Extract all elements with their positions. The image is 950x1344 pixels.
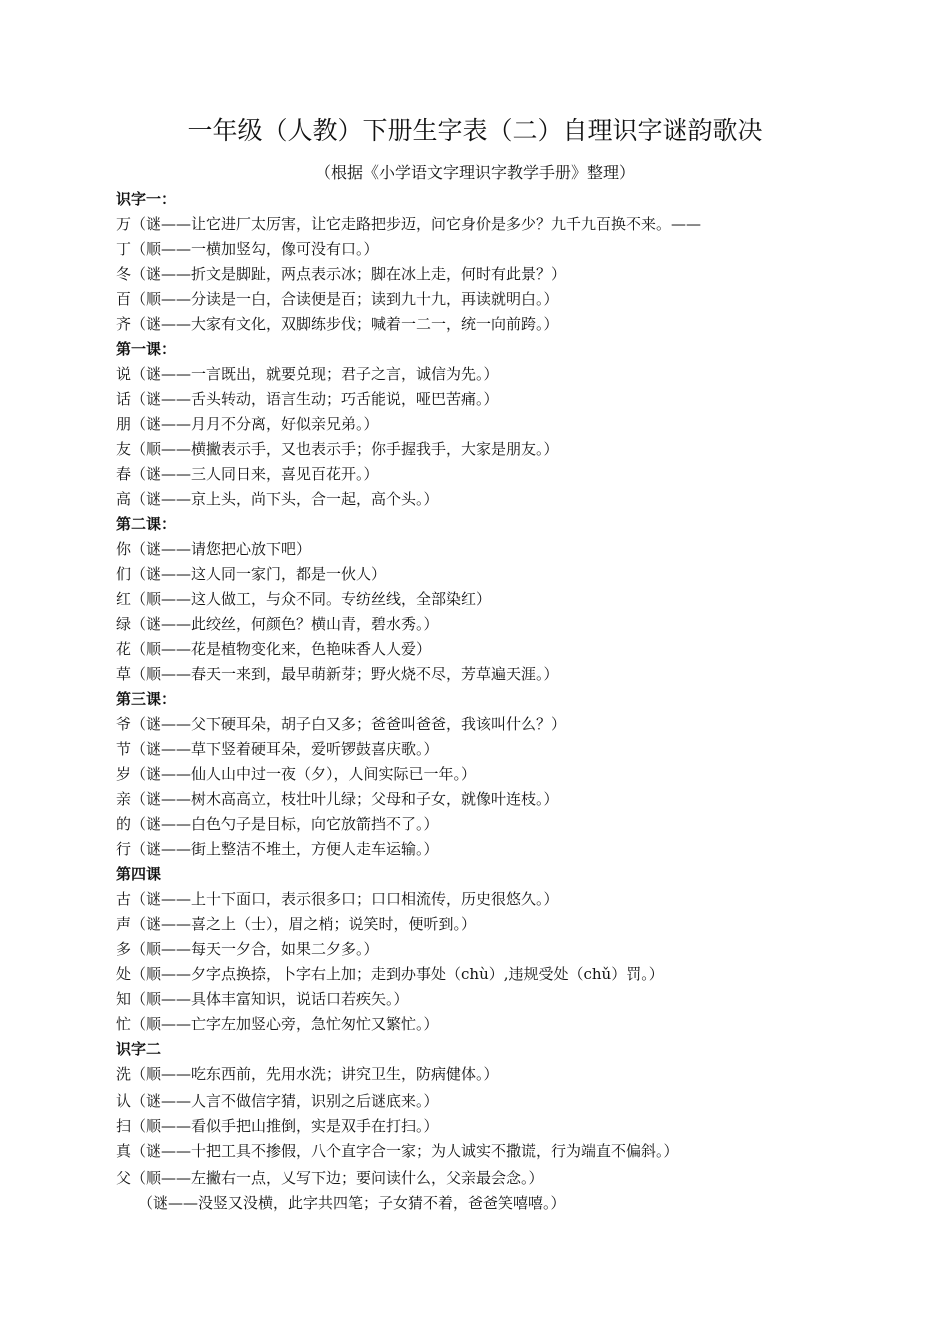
section-heading: 第三课： [116, 690, 177, 708]
character-entry: 古（谜——上十下面口，表示很多口；口口相流传，历史很悠久。） [116, 890, 559, 908]
character-entry: 说（谜——一言既出，就要兑现；君子之言，诚信为先。） [116, 365, 499, 383]
character-entry: 草（顺——春天一来到，最早萌新芽；野火烧不尽，芳草遍天涯。） [116, 665, 559, 683]
character-entry: 花（顺——花是植物变化来，色艳味香人人爱） [116, 640, 432, 658]
character-entry: 多（顺——每天一夕合，如果二夕多。） [116, 940, 379, 958]
character-entry: 的（谜——白色勺子是目标，向它放箭挡不了。） [116, 815, 439, 833]
section-heading: 第四课 [116, 865, 162, 883]
character-entry: 齐（谜——大家有文化，双脚练步伐；喊着一二一，统一向前跨。） [116, 315, 559, 333]
character-entry: 朋（谜——月月不分离，好似亲兄弟。） [116, 415, 379, 433]
character-entry: 认（谜——人言不做信字猜，识别之后谜底来。） [116, 1092, 439, 1110]
character-entry: 话（谜——舌头转动，语言生动；巧舌能说，哑巴苦痛。） [116, 390, 499, 408]
character-entry: 友（顺——横撇表示手，又也表示手；你手握我手，大家是朋友。） [116, 440, 559, 458]
character-entry: 忙（顺——亡字左加竖心旁，急忙匆忙又繁忙。） [116, 1015, 439, 1033]
section-heading: 识字二 [116, 1040, 162, 1058]
character-entry: 父（顺——左撇右一点，乂写下边；要问读什么，父亲最会念。） [116, 1169, 544, 1187]
section-heading: 识字一： [116, 190, 177, 208]
section-heading: 第二课： [116, 515, 177, 533]
character-entry: 红（顺——这人做工，与众不同。专纺丝线，全部染红） [116, 590, 492, 608]
character-entry: 扫（顺——看似手把山推倒，实是双手在打扫。） [116, 1117, 439, 1135]
character-entry: 真（谜——十把工具不掺假，八个直字合一家；为人诚实不撒谎，行为端直不偏斜。） [116, 1142, 679, 1160]
section-heading: 第一课： [116, 340, 177, 358]
document-subtitle: （根据《小学语文字理识字教学手册》整理） [314, 163, 635, 182]
character-entry: 岁（谜——仙人山中过一夜（夕），人间实际已一年。） [116, 765, 477, 783]
character-entry: 万（谜——让它进厂太厉害，让它走路把步迈，问它身价是多少？九千九百换不来。—— [116, 215, 702, 233]
character-entry: 们（谜——这人同一家门，都是一伙人） [116, 565, 387, 583]
character-entry: 行（谜——街上整洁不堆土，方便人走车运输。） [116, 840, 439, 858]
character-entry: 处（顺——夕字点换捺，卜字右上加；走到办事处（chù）,违规受处（chǔ）罚。） [116, 965, 664, 983]
character-entry: 高（谜——京上头，尚下头，合一起，高个头。） [116, 490, 439, 508]
character-entry: （谜——没竖又没横，此字共四笔；子女猜不着，爸爸笑嘻嘻。） [138, 1194, 566, 1212]
document-title: 一年级（人教）下册生字表（二）自理识字谜韵歌决 [187, 116, 763, 145]
character-entry: 声（谜——喜之上（士），眉之梢；说笑时，便听到。） [116, 915, 477, 933]
character-entry: 洗（顺——吃东西前，先用水洗；讲究卫生，防病健体。） [116, 1065, 499, 1083]
character-entry: 百（顺——分读是一白，合读便是百；读到九十九，再读就明白。） [116, 290, 559, 308]
character-entry: 冬（谜——折文是脚趾，两点表示冰；脚在冰上走，何时有此景？） [116, 265, 567, 283]
character-entry: 亲（谜——树木高高立，枝壮叶儿绿；父母和子女，就像叶连枝。） [116, 790, 559, 808]
character-entry: 春（谜——三人同日来，喜见百花开。） [116, 465, 379, 483]
character-entry: 你（谜——请您把心放下吧） [116, 540, 312, 558]
character-entry: 丁（顺——一横加竖勾，像可没有口。） [116, 240, 379, 258]
document-body [116, 187, 886, 1216]
character-entry: 节（谜——草下竖着硬耳朵，爱听锣鼓喜庆歌。） [116, 740, 439, 758]
character-entry: 绿（谜——此绞丝，何颜色？横山青，碧水秀。） [116, 615, 439, 633]
character-entry: 爷（谜——父下硬耳朵，胡子白又多；爸爸叫爸爸，我该叫什么？） [116, 715, 567, 733]
character-entry: 知（顺——具体丰富知识，说话口若疾矢。） [116, 990, 409, 1008]
